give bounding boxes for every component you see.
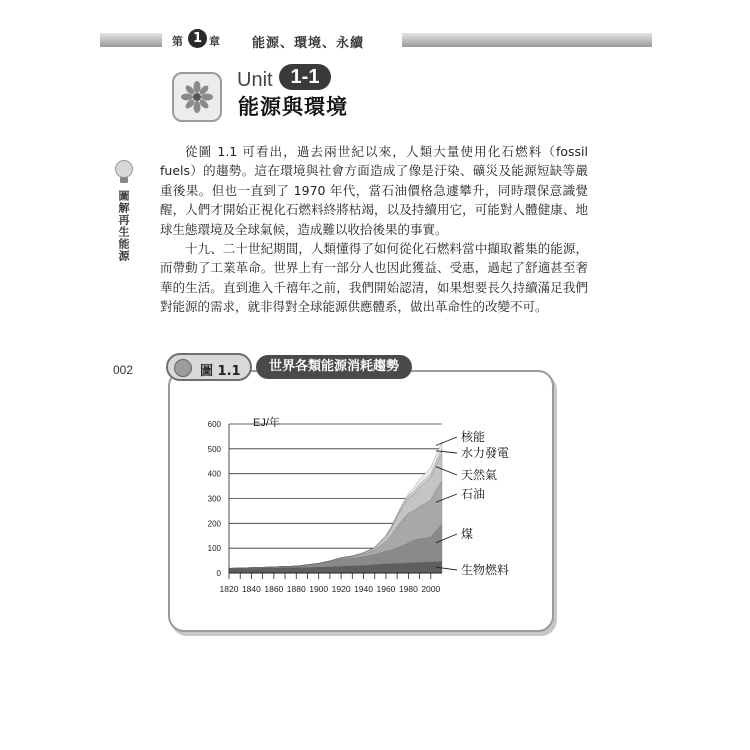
x-tick-label-2000: 2000 [421,584,441,594]
y-tick-label-0: 0 [216,569,221,578]
chapter-prefix: 第 [172,35,183,48]
x-tick-label-1980: 1980 [398,584,418,594]
chapter-title: 能源、環境、永續 [252,36,365,51]
leader-line-5 [436,437,457,445]
y-tick-label-600: 600 [207,420,221,429]
series-label-4: 水力發電 [461,446,510,460]
x-tick-label-1820: 1820 [219,584,239,594]
series-label-1: 煤 [461,527,474,541]
x-tick-label-1940: 1940 [354,584,373,594]
figure-title: 世界各類能源消耗趨勢 [256,355,412,379]
unit-number-badge: 1-1 [279,64,331,90]
figure-label: 圖 1.1 [200,364,241,379]
series-label-2: 石油 [461,487,486,501]
y-tick-label-500: 500 [207,444,221,454]
chapter-suffix: 章 [209,35,220,48]
unit-word: Unit [237,69,273,91]
chapter-number-badge: 1 [188,29,207,48]
series-label-3: 天然氣 [461,468,498,482]
series-label-0: 生物燃料 [461,563,510,577]
x-tick-label-1900: 1900 [309,584,329,594]
paragraph-2: 十九、二十世紀期間，人類懂得了如何從化石燃料當中擷取蓄集的能源，而帶動了工業革命。世界上有一部分人也因此獲益、受惠，過起了舒適甚至奢華的生活。直到進入千禧年之前，我們開始認清，如果想要長久持續滿足我們對能源的需求，就非得對全球能源供應體系，做出革命性的改變不可。 [160,241,588,315]
x-tick-label-1840: 1840 [241,584,261,594]
y-tick-label-200: 200 [207,519,221,529]
y-tick-label-400: 400 [207,469,221,479]
paragraph-1: 從圖 1.1 可看出，過去兩世紀以來，人類大量使用化石燃料（fossil fuels）的趨勢。這在環境與社會方面造成了像是汙染、礦災及能源短缺等嚴重後果。但也一直到了 1970 年代，當石油價格急遽攀升，同時環保意識覺醒，人們才開始正視化石燃料終將枯竭，以及持續用它，可能對人體健康、地球生態環境及全球氣候，造成難以收拾後果的事實。 [160,144,588,237]
x-tick-label-1920: 1920 [331,584,351,594]
x-tick-label-1960: 1960 [376,584,396,594]
series-label-5: 核能 [461,430,486,444]
x-tick-label-1860: 1860 [264,584,284,594]
side-tab-label: 圖解再生能源 [117,190,130,262]
y-tick-label-100: 100 [207,544,221,554]
x-tick-label-1880: 1880 [286,584,306,594]
y-axis-label: EJ/年 [253,417,280,429]
page-number: 002 [113,363,134,377]
y-tick-label-300: 300 [207,494,221,504]
unit-title: 能源與環境 [238,95,348,119]
